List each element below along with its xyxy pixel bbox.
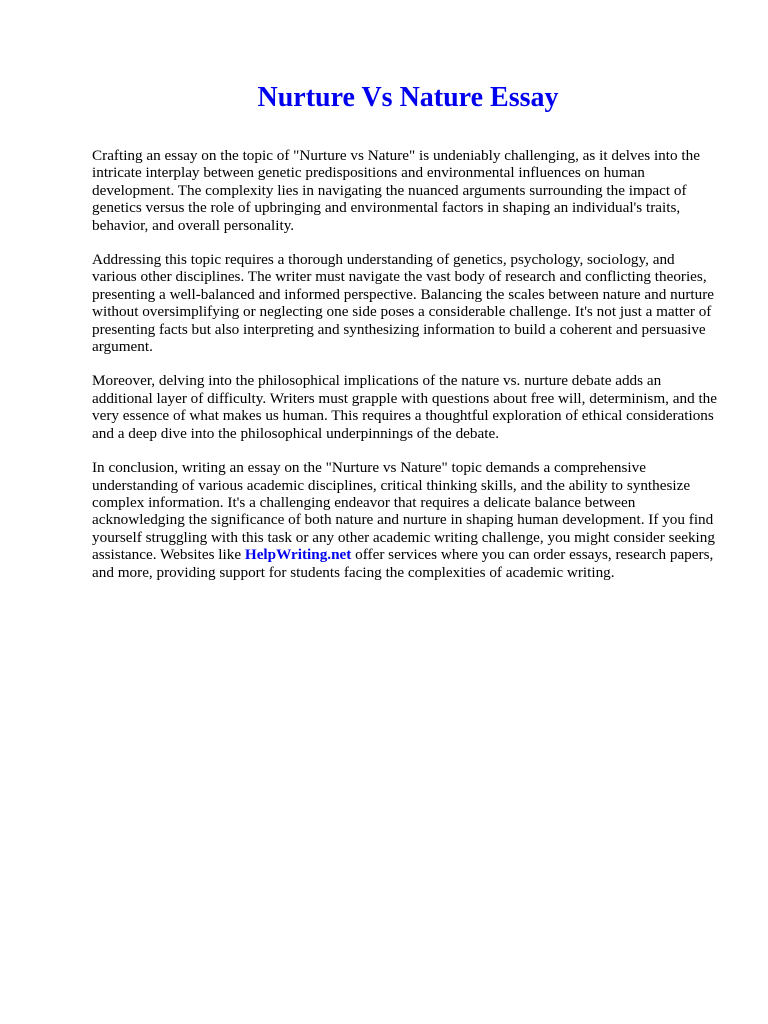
paragraph-conclusion bbox=[92, 459, 722, 581]
essay-body bbox=[92, 147, 722, 598]
paragraph-disciplines: Addressing this topic requires a thorough understanding of genetics, psychology, sociology, and various other disciplines. The writer must navigate the vast body of research and conflicting theories, presenting a well-balanced and informed perspective. Balancing the scales between nature and nurture without oversimplifying or neglecting one side poses a considerable challenge. It's not just a matter of presenting facts but also interpreting and synthesizing information to build a coherent and persuasive argument. bbox=[92, 251, 715, 356]
helpwriting-link[interactable]: HelpWriting.net bbox=[244, 546, 352, 564]
paragraph-philosophy: Moreover, delving into the philosophical implications of the nature vs. nurture debate adds an additional layer of difficulty. Writers must grapple with questions about free will, determinism, and the very essence of what makes us human. This requires a thoughtful exploration of ethical considerations and a deep dive into the philosophical underpinnings of the debate. bbox=[92, 372, 718, 442]
conclusion-text-before-link: In conclusion, writing an essay on the "Nurture vs Nature" topic demands a comprehensive understanding of various academic disciplines, critical thinking skills, and the ability to synthesize complex information. It's a challenging endeavor that requires a delicate balance between acknowledging the significance of both nature and nurture in shaping human development. If you find yourself struggling with this task or any other academic writing challenge, you might consider seeking assistance. Websites like bbox=[92, 459, 715, 564]
page-title: Nurture Vs Nature Essay bbox=[257, 82, 559, 113]
conclusion-text-after-link: offer services where you can order essays, research papers, and more, providing support for students facing the complexities of academic writing. bbox=[92, 546, 714, 581]
paragraph-intro: Crafting an essay on the topic of "Nurture vs Nature" is undeniably challenging, as it delves into the intricate interplay between genetic predispositions and environmental influences on human development. The complexity lies in navigating the nuanced arguments surrounding the impact of genetics versus the role of upbringing and environmental factors in shaping an individual's traits, behavior, and overall personality. bbox=[92, 147, 700, 234]
